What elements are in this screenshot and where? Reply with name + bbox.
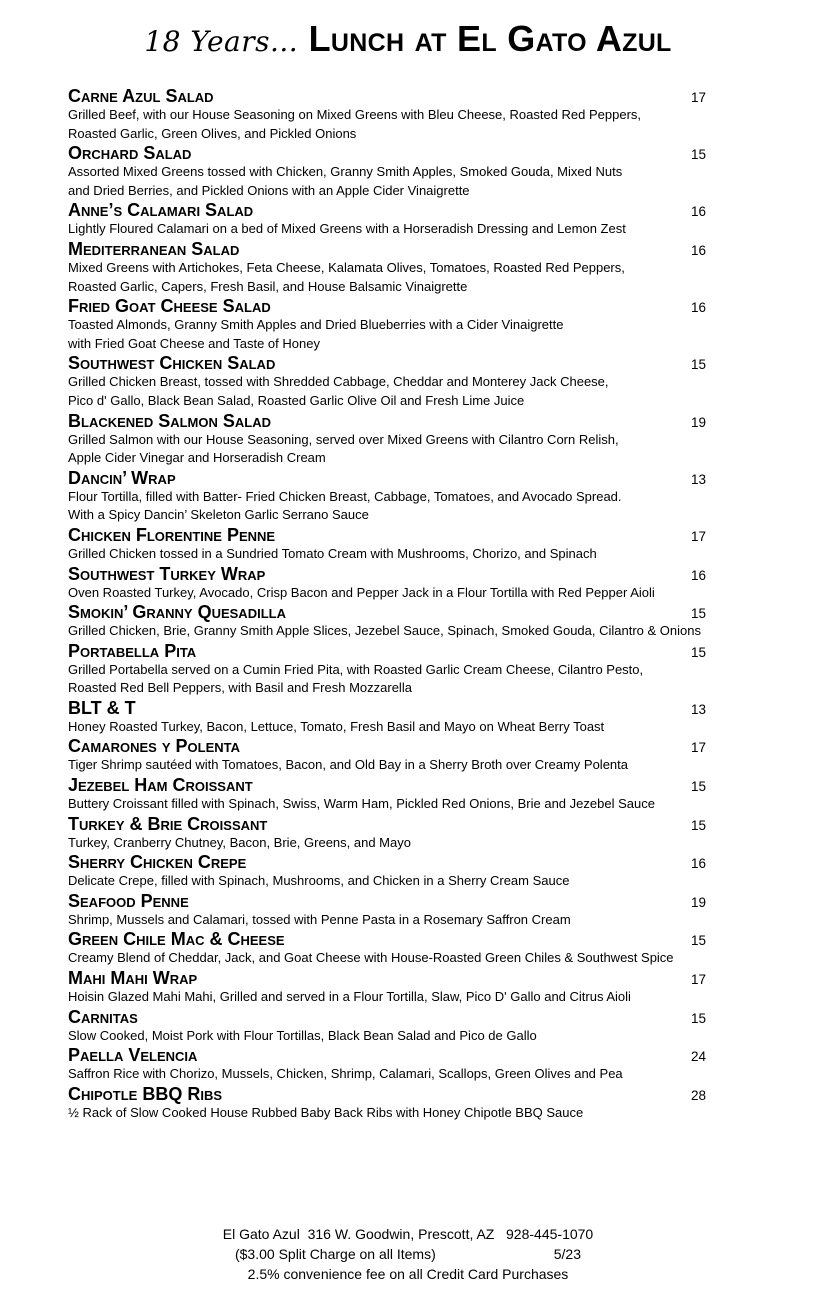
menu-item bbox=[68, 564, 728, 603]
menu-item-name: Carnitas bbox=[68, 1006, 138, 1027]
menu-item bbox=[68, 736, 728, 775]
menu-item-name: Southwest Chicken Salad bbox=[68, 353, 276, 374]
menu-item bbox=[68, 775, 728, 814]
menu-item-price: 15 bbox=[690, 933, 706, 949]
menu-item-description: with Fried Goat Cheese and Taste of Honey bbox=[68, 335, 320, 351]
menu-item-price: 17 bbox=[690, 740, 706, 756]
menu-item bbox=[68, 200, 728, 239]
menu-item-name: Dancin’ Wrap bbox=[68, 467, 176, 488]
footer bbox=[0, 1224, 816, 1284]
menu-item-name: Jezebel Ham Croissant bbox=[68, 775, 253, 796]
menu-item-name: Portabella Pita bbox=[68, 640, 197, 661]
menu-item-description: Mixed Greens with Artichokes, Feta Cheese, Kalamata Olives, Tomatoes, Roasted Red Peppers, bbox=[68, 259, 625, 275]
menu-item bbox=[68, 353, 728, 410]
menu-item-description: Pico d' Gallo, Black Bean Salad, Roasted Garlic Olive Oil and Fresh Lime Juice bbox=[68, 392, 525, 408]
date-code: 5/23 bbox=[553, 1246, 581, 1262]
menu-item bbox=[68, 143, 728, 200]
menu-item-price: 28 bbox=[690, 1087, 706, 1103]
menu-item-price: 15 bbox=[690, 1010, 706, 1026]
menu-item-description: Flour Tortilla, filled with Batter- Fried Chicken Breast, Cabbage, Tomatoes, and Avocado Spread. bbox=[68, 488, 622, 504]
menu-item-description: Grilled Beef, with our House Seasoning on Mixed Greens with Bleu Cheese, Roasted Red Peppers, bbox=[68, 107, 642, 122]
menu-item bbox=[68, 852, 728, 891]
menu-item-name: Smokin’ Granny Quesadilla bbox=[68, 602, 286, 623]
menu-item bbox=[68, 698, 728, 737]
menu-item-name: Chipotle BBQ Ribs bbox=[68, 1083, 223, 1104]
menu-item-name: Orchard Salad bbox=[68, 143, 192, 164]
menu-item-description: and Dried Berries, and Pickled Onions with an Apple Cider Vinaigrette bbox=[68, 182, 470, 198]
split-charge-note: ($3.00 Split Charge on all Items) bbox=[234, 1246, 436, 1262]
page-title: Lunch at El Gato Azul bbox=[308, 18, 672, 59]
menu-item-price: 16 bbox=[690, 567, 706, 583]
menu-item bbox=[68, 929, 728, 968]
menu-item-name: BLT & T bbox=[68, 697, 136, 718]
menu-item-description: Turkey, Cranberry Chutney, Bacon, Brie, Greens, and Mayo bbox=[68, 834, 411, 850]
menu-item-price: 16 bbox=[690, 204, 706, 220]
menu-item-price: 17 bbox=[690, 972, 706, 988]
menu-item bbox=[68, 968, 728, 1007]
menu-item-description: Delicate Crepe, filled with Spinach, Mushrooms, and Chicken in a Sherry Cream Sauce bbox=[68, 873, 570, 889]
menu-item-description: Apple Cider Vinegar and Horseradish Cream bbox=[68, 450, 326, 466]
menu-item-price: 24 bbox=[690, 1049, 706, 1065]
menu-item-description: Grilled Chicken Breast, tossed with Shredded Cabbage, Cheddar and Monterey Jack Cheese, bbox=[68, 374, 609, 390]
menu-item bbox=[68, 86, 728, 143]
menu-item-price: 15 bbox=[690, 779, 706, 795]
menu-item bbox=[68, 1007, 728, 1046]
menu-item-price: 15 bbox=[690, 606, 706, 622]
menu-item-description: Lightly Floured Calamari on a bed of Mixed Greens with a Horseradish Dressing and Lemon Zest bbox=[68, 221, 626, 237]
menu-item-name: Seafood Penne bbox=[68, 890, 189, 911]
menu-item bbox=[68, 891, 728, 930]
menu-item-price: 19 bbox=[690, 894, 706, 910]
menu-item-name: Southwest Turkey Wrap bbox=[68, 563, 266, 584]
menu-item-description: Shrimp, Mussels and Calamari, tossed with Penne Pasta in a Rosemary Saffron Cream bbox=[68, 911, 571, 927]
menu-item-name: Chicken Florentine Penne bbox=[68, 524, 276, 545]
menu-item-description: Grilled Salmon with our House Seasoning, served over Mixed Greens with Cilantro Corn Relish, bbox=[68, 431, 619, 447]
menu-item-name: Fried Goat Cheese Salad bbox=[68, 296, 271, 317]
menu-item-description: Buttery Croissant filled with Spinach, Swiss, Warm Ham, Pickled Red Onions, Brie and Jezebel Sauce bbox=[68, 796, 655, 812]
menu-item-description: Tiger Shrimp sautéed with Tomatoes, Bacon, and Old Bay in a Sherry Broth over Creamy Polenta bbox=[68, 757, 628, 773]
menu-item-description: Oven Roasted Turkey, Avocado, Crisp Bacon and Pepper Jack in a Flour Tortilla with Red Pepper Aioli bbox=[68, 584, 655, 600]
menu-item-price: 17 bbox=[690, 90, 706, 105]
menu-item-description: Grilled Portabella served on a Cumin Fried Pita, with Roasted Garlic Cream Cheese, Cilantro Pesto, bbox=[68, 661, 644, 677]
menu-item-description: Grilled Chicken, Brie, Granny Smith Apple Slices, Jezebel Sauce, Spinach, Smoked Gouda, Cilantro & Onions bbox=[68, 623, 701, 639]
menu-item-price: 17 bbox=[690, 528, 706, 544]
menu-item-price: 13 bbox=[690, 701, 706, 717]
menu-item bbox=[68, 1045, 728, 1084]
menu-item bbox=[68, 814, 728, 853]
footer-split-line bbox=[0, 1244, 816, 1264]
menu-list bbox=[68, 86, 728, 1122]
menu-item-price: 15 bbox=[690, 817, 706, 833]
menu-item-price: 13 bbox=[690, 471, 706, 487]
menu-item-name: Blackened Salmon Salad bbox=[68, 410, 271, 431]
menu-item bbox=[68, 525, 728, 564]
menu-item-description: Toasted Almonds, Granny Smith Apples and Dried Blueberries with a Cider Vinaigrette bbox=[68, 317, 564, 333]
menu-item-name: Camarones y Polenta bbox=[68, 736, 240, 757]
menu-item-description: Roasted Garlic, Green Olives, and Pickled Onions bbox=[68, 125, 357, 141]
menu-item bbox=[68, 468, 728, 525]
menu-header bbox=[0, 18, 816, 60]
menu-item-description: With a Spicy Dancin’ Skeleton Garlic Serrano Sauce bbox=[68, 507, 369, 523]
menu-item bbox=[68, 602, 728, 641]
menu-item bbox=[68, 239, 728, 296]
menu-item-description: Grilled Chicken tossed in a Sundried Tomato Cream with Mushrooms, Chorizo, and Spinach bbox=[68, 545, 597, 561]
menu-item-description: Creamy Blend of Cheddar, Jack, and Goat Cheese with House-Roasted Green Chiles & Southwest Spice bbox=[68, 950, 674, 966]
menu-item-name: Mediterranean Salad bbox=[68, 238, 240, 259]
menu-item-name: Carne Azul Salad bbox=[68, 86, 214, 106]
menu-item-description: ½ Rack of Slow Cooked House Rubbed Baby Back Ribs with Honey Chipotle BBQ Sauce bbox=[68, 1104, 584, 1120]
menu-item-name: Anne’s Calamari Salad bbox=[68, 200, 254, 221]
menu-item bbox=[68, 296, 728, 353]
menu-item-name: Green Chile Mac & Cheese bbox=[68, 929, 285, 950]
menu-item-description: Honey Roasted Turkey, Bacon, Lettuce, Tomato, Fresh Basil and Mayo on Wheat Berry Toast bbox=[68, 718, 605, 734]
menu-item-price: 16 bbox=[690, 856, 706, 872]
footer-fee-note: 2.5% convenience fee on all Credit Card Purchases bbox=[247, 1266, 569, 1282]
menu-item bbox=[68, 1084, 728, 1123]
menu-item-price: 19 bbox=[690, 414, 706, 430]
menu-item-name: Mahi Mahi Wrap bbox=[68, 968, 198, 989]
menu-item-description: Roasted Garlic, Capers, Fresh Basil, and House Balsamic Vinaigrette bbox=[68, 278, 468, 294]
menu-item-price: 16 bbox=[690, 242, 706, 258]
menu-item-description: Saffron Rice with Chorizo, Mussels, Chicken, Shrimp, Calamari, Scallops, Green Olives and Pea bbox=[68, 1066, 623, 1082]
menu-item-description: Roasted Red Bell Peppers, with Basil and Fresh Mozzarella bbox=[68, 680, 412, 696]
menu-item-price: 15 bbox=[690, 147, 706, 163]
menu-item-name: Paella Velencia bbox=[68, 1045, 198, 1066]
menu-item-name: Sherry Chicken Crepe bbox=[68, 852, 247, 873]
menu-item-description: Assorted Mixed Greens tossed with Chicken, Granny Smith Apples, Smoked Gouda, Mixed Nuts bbox=[68, 164, 623, 180]
menu-item-description: Slow Cooked, Moist Pork with Flour Tortillas, Black Bean Salad and Pico de Gallo bbox=[68, 1027, 537, 1043]
menu-item bbox=[68, 411, 728, 468]
menu-item-price: 15 bbox=[690, 357, 706, 373]
anniversary-script: 18 Years... bbox=[144, 25, 299, 58]
menu-item-description: Hoisin Glazed Mahi Mahi, Grilled and served in a Flour Tortilla, Slaw, Pico D' Gallo and Citrus Aioli bbox=[68, 989, 631, 1005]
menu-item bbox=[68, 641, 728, 698]
menu-item-price: 15 bbox=[690, 644, 706, 660]
menu-item-name: Turkey & Brie Croissant bbox=[68, 813, 268, 834]
footer-address: El Gato Azul 316 W. Goodwin, Prescott, AZ 928-445-1070 bbox=[222, 1226, 594, 1242]
menu-item-price: 16 bbox=[690, 300, 706, 316]
